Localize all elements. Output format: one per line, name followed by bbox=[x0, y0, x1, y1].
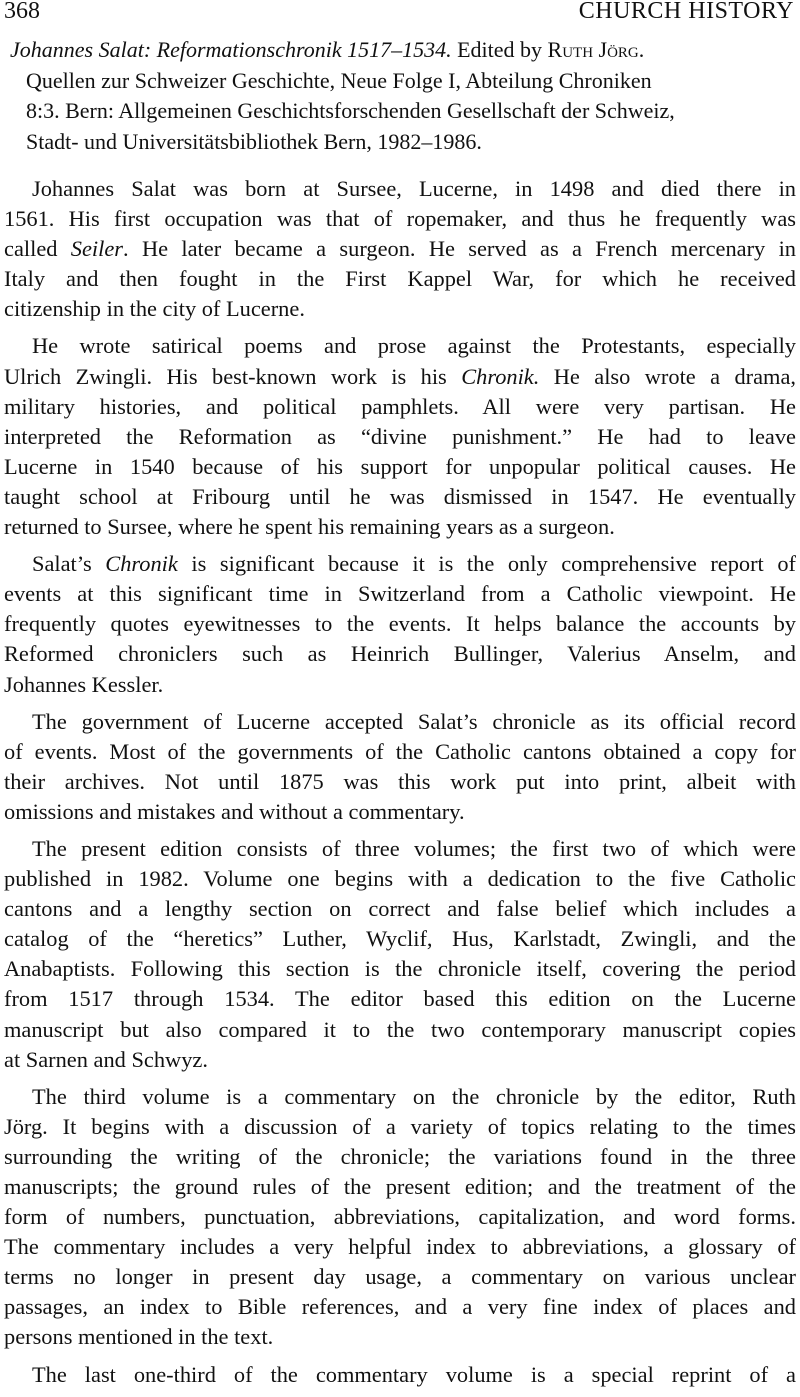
text-line: He wrote satirical poems and prose against the Protestants, especially bbox=[32, 333, 796, 359]
editor-tail: . bbox=[638, 37, 645, 62]
text-line: taught school at Fribourg until he was dismissed in 1547. He eventually bbox=[4, 483, 796, 509]
text-line: The third volume is a commentary on the chronicle by the editor, Ruth bbox=[32, 1083, 796, 1109]
text-line: terms no longer in present day usage, a commentary on various unclear bbox=[4, 1264, 796, 1290]
review-body bbox=[4, 174, 796, 1397]
page-number: 368 bbox=[4, 0, 40, 24]
paragraph bbox=[4, 549, 796, 699]
text-line: surrounding the writing of the chronicle; the variations found in the three bbox=[4, 1143, 796, 1169]
text-line: Salat’s Chronik is significant because it is the only comprehensive report of bbox=[32, 551, 796, 577]
text-line: Jörg. It begins with a discussion of a variety of topics relating to the times bbox=[4, 1113, 796, 1139]
citation-line-3: 8:3. Bern: Allgemeinen Geschichtsforschenden Gesellschaft der Schweiz, bbox=[26, 98, 675, 124]
text-line: 1561. His first occupation was that of ropemaker, and thus he frequently was bbox=[4, 206, 796, 232]
text-line: Lucerne in 1540 because of his support for unpopular political causes. He bbox=[4, 453, 796, 479]
text-line: Italy and then fought in the First Kappel War, for which he received bbox=[4, 266, 796, 292]
text-line: Johannes Salat was born at Sursee, Lucerne, in 1498 and died there in bbox=[32, 176, 796, 201]
paragraph bbox=[4, 1360, 796, 1390]
text-line: omissions and mistakes and without a commentary. bbox=[4, 798, 465, 824]
text-line: manuscript but also compared it to the two contemporary manuscript copies bbox=[4, 1016, 796, 1042]
text-line: form of numbers, punctuation, abbreviations, capitalization, and word forms. bbox=[4, 1204, 796, 1230]
citation-line-4: Stadt- und Universitätsbibliothek Bern, 1982–1986. bbox=[26, 128, 482, 154]
paragraph bbox=[4, 331, 796, 542]
paragraph bbox=[4, 174, 796, 324]
editor-name: Ruth Jörg bbox=[547, 37, 639, 62]
running-head bbox=[0, 0, 800, 26]
text-line: events at this significant time in Switzerland from a Catholic viewpoint. He bbox=[4, 581, 796, 607]
text-line: of events. Most of the governments of the Catholic cantons obtained a copy for bbox=[4, 738, 796, 764]
edited-by-text: Edited by bbox=[457, 37, 543, 62]
text-line: The government of Lucerne accepted Salat’s chronicle as its official record bbox=[32, 708, 796, 734]
text-line: persons mentioned in the text. bbox=[4, 1324, 274, 1350]
book-title: Johannes Salat: Reformationschronik 1517–1534. bbox=[10, 37, 452, 62]
paragraph bbox=[4, 1082, 796, 1353]
text-line: their archives. Not until 1875 was this work put into print, albeit with bbox=[4, 768, 796, 794]
text-line: passages, an index to Bible references, and a very fine index of places and bbox=[4, 1294, 796, 1320]
text-line: catalog of the “heretics” Luther, Wyclif, Hus, Karlstadt, Zwingli, and the bbox=[4, 926, 796, 952]
text-line: at Sarnen and Schwyz. bbox=[4, 1046, 208, 1072]
running-title: CHURCH HISTORY bbox=[578, 0, 794, 24]
citation-line-1 bbox=[10, 35, 798, 66]
citation-line-2: Quellen zur Schweizer Geschichte, Neue Folge I, Abteilung Chroniken bbox=[26, 67, 652, 93]
text-line: from 1517 through 1534. The editor based this edition on the Lucerne bbox=[4, 986, 796, 1012]
text-line: Anabaptists. Following this section is the chronicle itself, covering the period bbox=[4, 956, 796, 982]
paragraph bbox=[4, 707, 796, 827]
text-line: frequently quotes eyewitnesses to the events. It helps balance the accounts by bbox=[4, 611, 796, 637]
text-line: The last one-third of the commentary volume is a special reprint of a bbox=[32, 1361, 796, 1387]
book-citation bbox=[10, 35, 798, 157]
text-line: Johannes Kessler. bbox=[4, 671, 164, 697]
text-line: Ulrich Zwingli. His best-known work is his Chronik. He also wrote a drama, bbox=[4, 363, 797, 389]
text-line: The present edition consists of three volumes; the first two of which were bbox=[32, 835, 796, 861]
text-line: The commentary includes a very helpful index to abbreviations, a glossary of bbox=[4, 1234, 796, 1260]
text-line: returned to Sursee, where he spent his remaining years as a surgeon. bbox=[4, 514, 615, 540]
text-line: called Seiler. He later became a surgeon. He served as a French mercenary in bbox=[4, 236, 796, 262]
text-line: military histories, and political pamphlets. All were very partisan. He bbox=[4, 393, 796, 419]
text-line: cantons and a lengthy section on correct and false belief which includes a bbox=[4, 896, 796, 922]
text-line: Reformed chroniclers such as Heinrich Bullinger, Valerius Anselm, and bbox=[4, 641, 796, 667]
paragraph bbox=[4, 834, 796, 1075]
text-line: citizenship in the city of Lucerne. bbox=[4, 296, 305, 322]
text-line: interpreted the Reformation as “divine punishment.” He had to leave bbox=[4, 423, 796, 449]
text-line: published in 1982. Volume one begins with a dedication to the five Catholic bbox=[4, 866, 796, 892]
text-line: manuscripts; the ground rules of the present edition; and the treatment of the bbox=[4, 1174, 796, 1199]
